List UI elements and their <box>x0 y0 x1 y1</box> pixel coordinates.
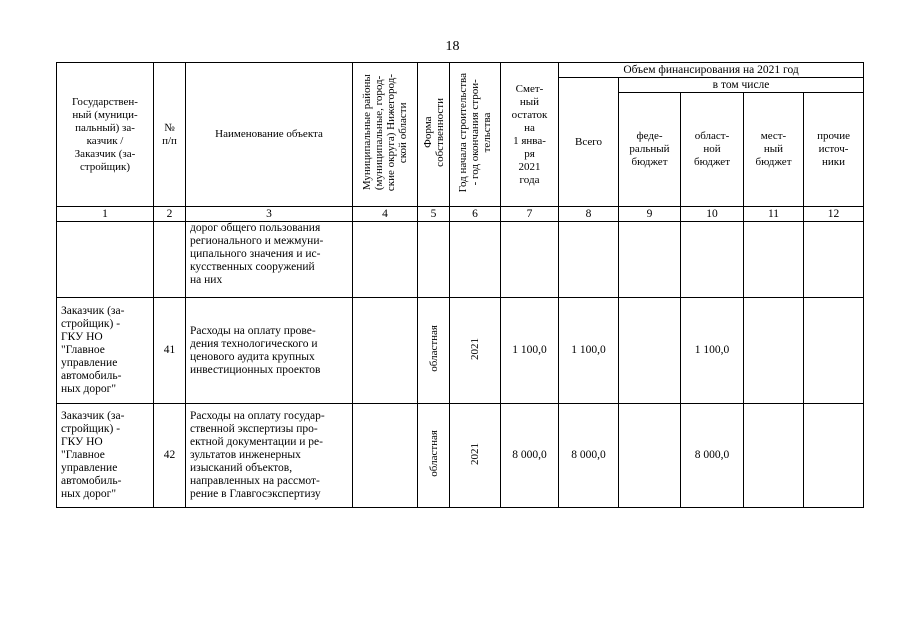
cell-total: 1 100,0 <box>559 298 619 404</box>
cell-customer: Заказчик (за- стройщик) - ГКУ НО "Главное управление автомобиль- ных дорог" <box>57 298 154 404</box>
header-customer: Государствен- ный (муници- пальный) за- казчик / Заказчик (за- стройщик) <box>57 63 154 207</box>
cell-local <box>744 298 804 404</box>
cell-federal <box>619 404 681 508</box>
column-number: 8 <box>559 207 619 222</box>
header-federal: феде- ральный бюджет <box>619 93 681 207</box>
header-districts: Муниципальные районы (муниципальные, город- ские округа) Нижегород- ской области <box>353 63 418 207</box>
cell-years: 2021 <box>450 404 501 508</box>
header-other: прочие источ- ники <box>804 93 864 207</box>
cell-regional: 1 100,0 <box>681 298 744 404</box>
cell-object-name: Расходы на оплату прове- дения технологического и ценового аудита крупных инвестиционных проектов <box>186 298 353 404</box>
cell-other <box>804 298 864 404</box>
cell-ownership: областная <box>418 404 450 508</box>
header-ownership: Форма собственности <box>418 63 450 207</box>
column-number: 12 <box>804 207 864 222</box>
table-row <box>57 222 864 298</box>
cell-estimate <box>501 222 559 298</box>
cell-estimate: 1 100,0 <box>501 298 559 404</box>
table-row <box>57 298 864 404</box>
header-total: Всего <box>559 78 619 207</box>
cell-total: 8 000,0 <box>559 404 619 508</box>
table-row <box>57 404 864 508</box>
header-row-1 <box>57 63 864 78</box>
cell-num <box>154 222 186 298</box>
cell-customer: Заказчик (за- стройщик) - ГКУ НО "Главное управление автомобиль- ных дорог" <box>57 404 154 508</box>
column-number: 4 <box>353 207 418 222</box>
cell-federal <box>619 298 681 404</box>
column-number: 6 <box>450 207 501 222</box>
column-number: 1 <box>57 207 154 222</box>
financing-table <box>56 62 864 508</box>
cell-estimate: 8 000,0 <box>501 404 559 508</box>
column-number: 2 <box>154 207 186 222</box>
cell-object-name: Расходы на оплату государ- ственной экспертизы про- ектной документации и ре- зультатов инженерных изысканий объектов, направленных на рассмот- рение в Главгосэкспертизу <box>186 404 353 508</box>
cell-regional: 8 000,0 <box>681 404 744 508</box>
header-object-name: Наименование объекта <box>186 63 353 207</box>
cell-federal <box>619 222 681 298</box>
column-number: 5 <box>418 207 450 222</box>
cell-num: 41 <box>154 298 186 404</box>
cell-regional <box>681 222 744 298</box>
cell-total <box>559 222 619 298</box>
cell-customer <box>57 222 154 298</box>
cell-object-name: дорог общего пользования регионального и межмуни- ципального значения и ис- кусственных сооружений на них <box>186 222 353 298</box>
header-estimate: Смет- ный остаток на 1 янва- ря 2021 года <box>501 63 559 207</box>
cell-local <box>744 404 804 508</box>
header-funding-group: Объем финансирования на 2021 год <box>559 63 864 78</box>
column-number: 3 <box>186 207 353 222</box>
header-including: в том числе <box>619 78 864 93</box>
page-number: 18 <box>445 39 460 54</box>
cell-num: 42 <box>154 404 186 508</box>
cell-ownership: областная <box>418 298 450 404</box>
header-num: № п/п <box>154 63 186 207</box>
header-regional: област- ной бюджет <box>681 93 744 207</box>
header-local: мест- ный бюджет <box>744 93 804 207</box>
cell-years: 2021 <box>450 298 501 404</box>
cell-other <box>804 222 864 298</box>
cell-local <box>744 222 804 298</box>
cell-ownership <box>418 222 450 298</box>
cell-years <box>450 222 501 298</box>
column-number: 7 <box>501 207 559 222</box>
column-number: 10 <box>681 207 744 222</box>
cell-other <box>804 404 864 508</box>
cell-districts <box>353 222 418 298</box>
column-number: 11 <box>744 207 804 222</box>
cell-districts <box>353 404 418 508</box>
cell-districts <box>353 298 418 404</box>
column-numbers-row <box>57 207 864 222</box>
column-number: 9 <box>619 207 681 222</box>
header-years: Год начала строительства - год окончания строи- тельства <box>450 63 501 207</box>
